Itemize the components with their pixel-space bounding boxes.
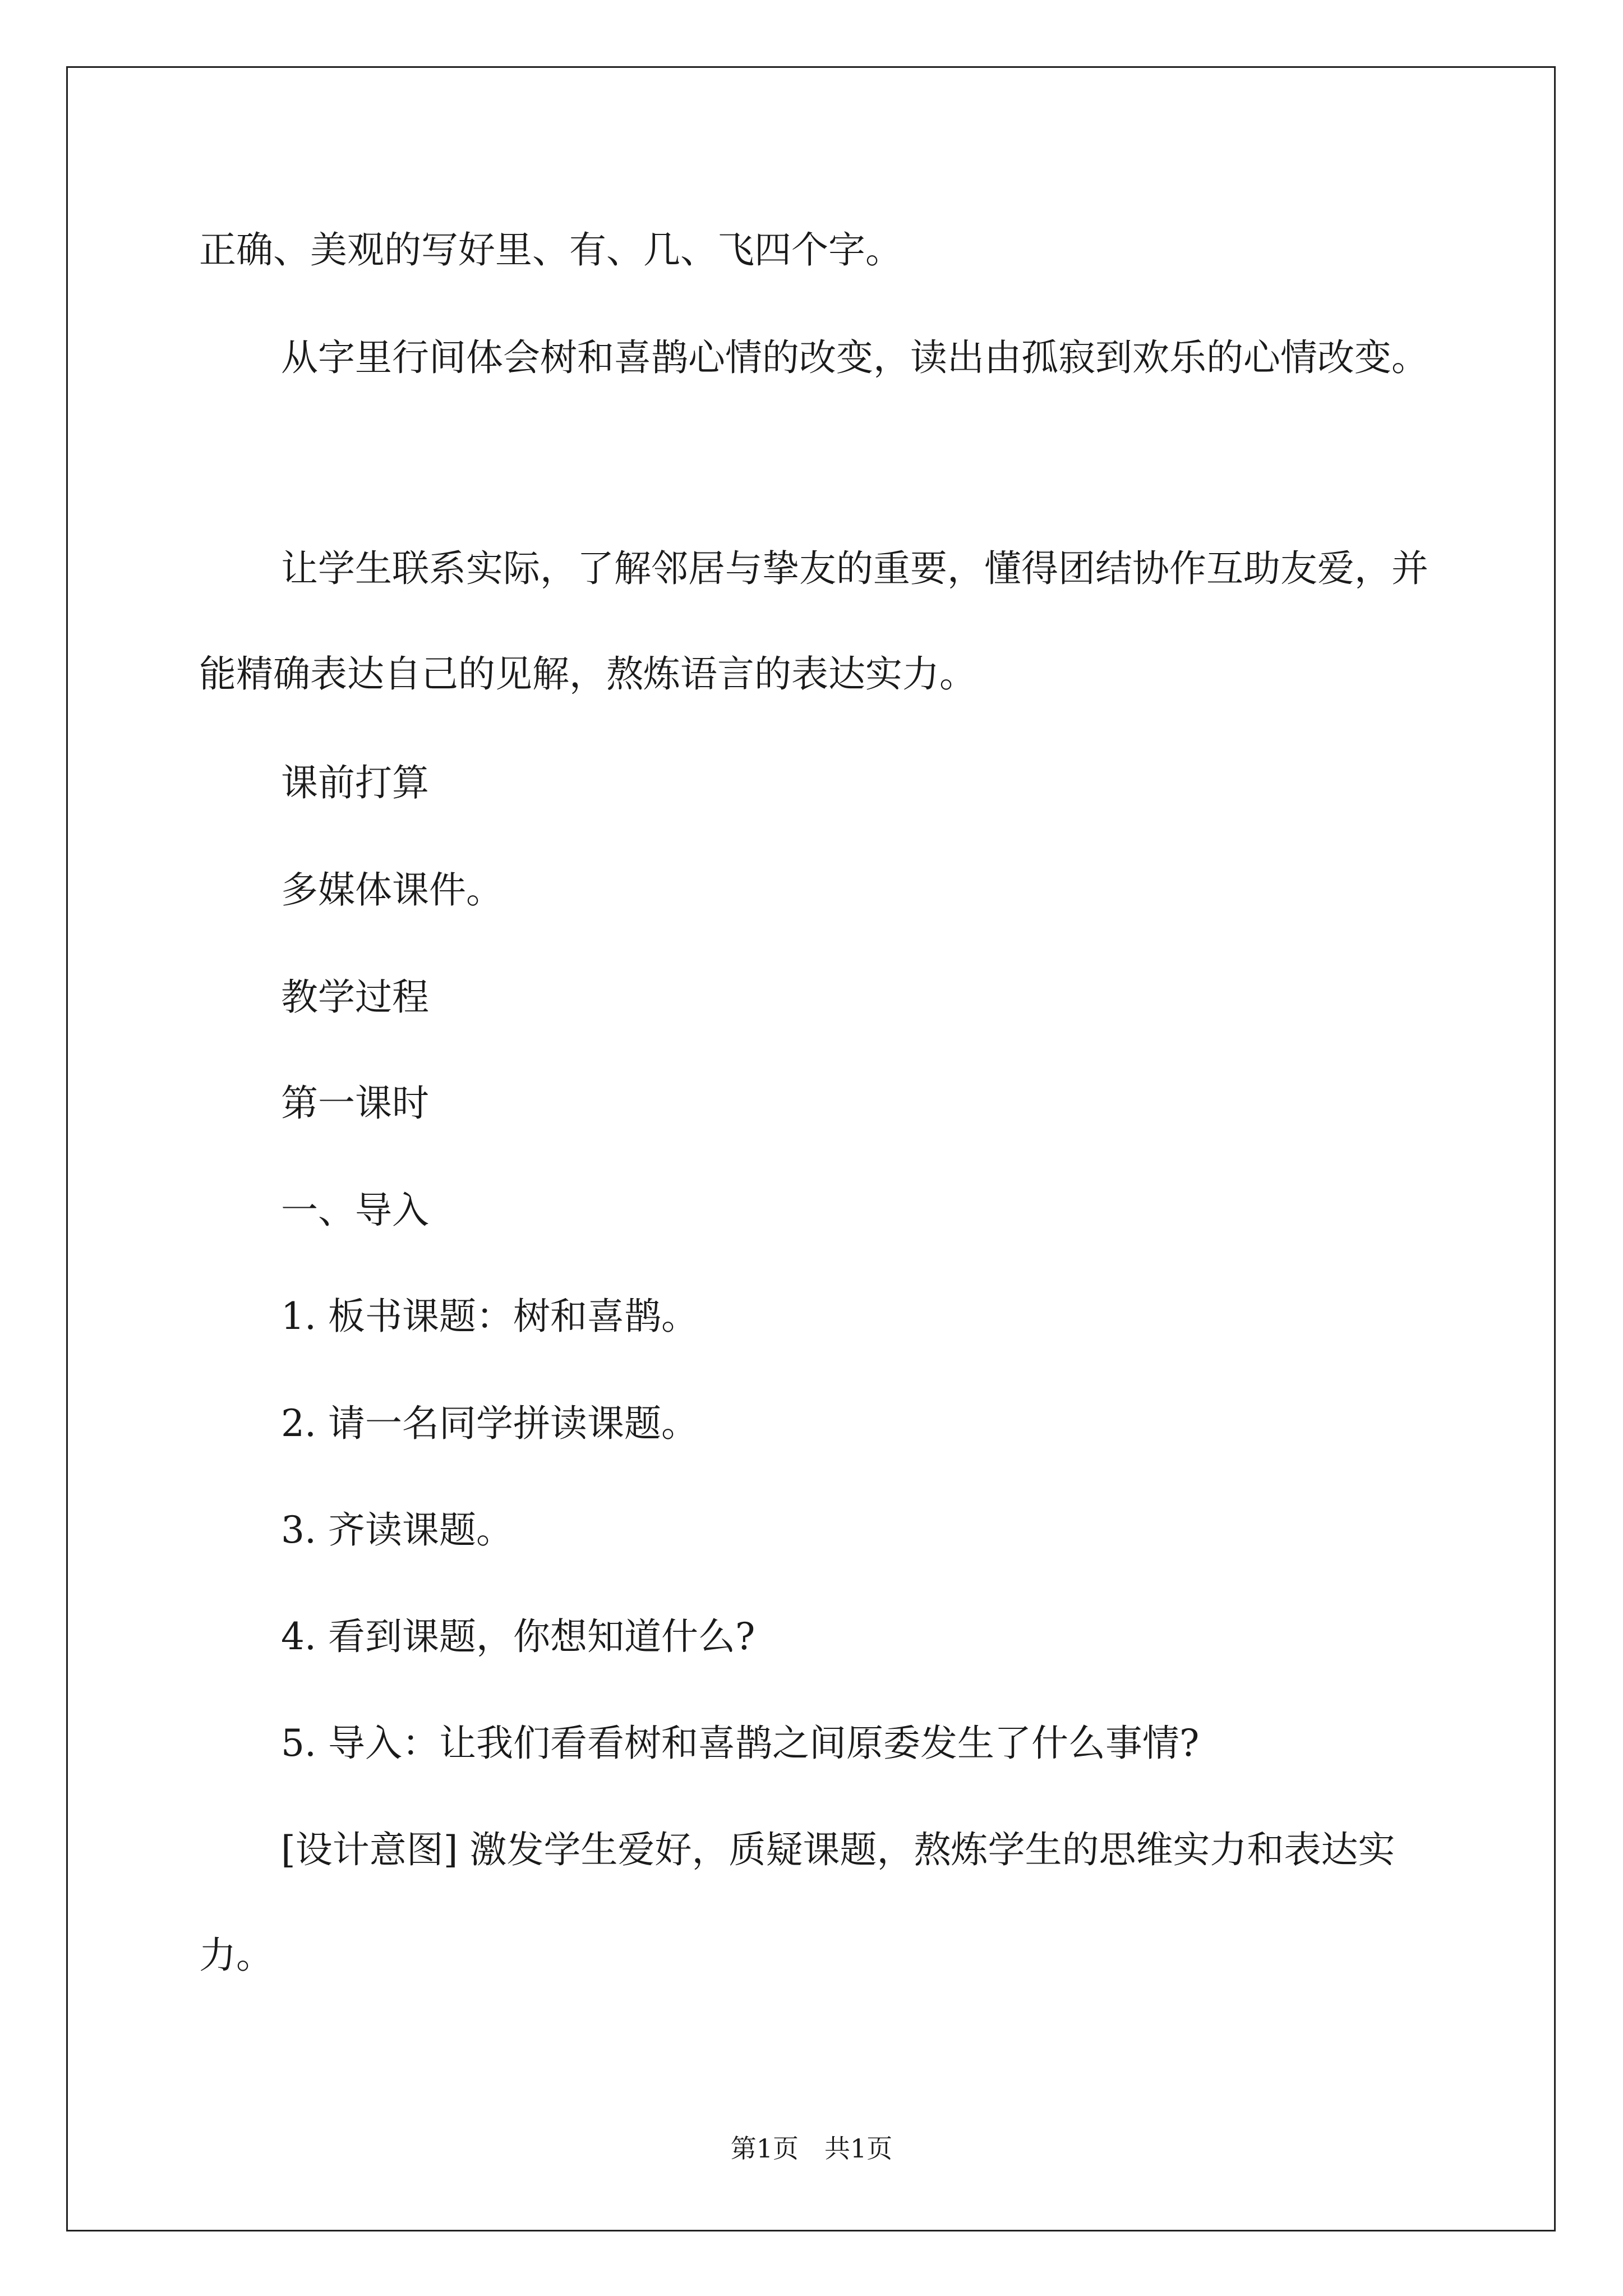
paragraph-11: 3. 齐读课题。 xyxy=(281,1508,513,1552)
paragraph-10: 2. 请一名同学拼读课题。 xyxy=(281,1402,698,1445)
paragraph-6: 教学过程 xyxy=(281,976,429,1019)
paragraph-1: 正确、美观的写好里、有、几、飞四个字。 xyxy=(199,228,902,272)
paragraph-9: 1. 板书课题：树和喜鹊。 xyxy=(281,1295,698,1338)
paragraph-3: 让学生联系实际，了解邻居与挚友的重要，懂得团结协作互助友爱，并能精确表达自己的见解，熬炼语言的表达实力。 xyxy=(199,547,1428,696)
paragraph-12: 4. 看到课题，你想知道什么? xyxy=(281,1615,755,1658)
paragraph-14: [设计意图] 激发学生爱好，质疑课题，熬炼学生的思维实力和表达实力。 xyxy=(199,1828,1395,1977)
paragraph-2: 从字里行间体会树和喜鹊心情的改变，读出由孤寂到欢乐的心情改变。 xyxy=(281,336,1428,379)
paragraph-13: 5. 导入：让我们看看树和喜鹊之间原委发生了什么事情? xyxy=(281,1722,1200,1765)
paragraph-7: 第一课时 xyxy=(281,1082,429,1125)
page-footer: 第1页 共1页 xyxy=(730,2133,893,2164)
paragraph-5: 多媒体课件。 xyxy=(281,868,503,912)
paragraph-8: 一、导入 xyxy=(281,1189,429,1232)
paragraph-4: 课前打算 xyxy=(281,761,429,804)
